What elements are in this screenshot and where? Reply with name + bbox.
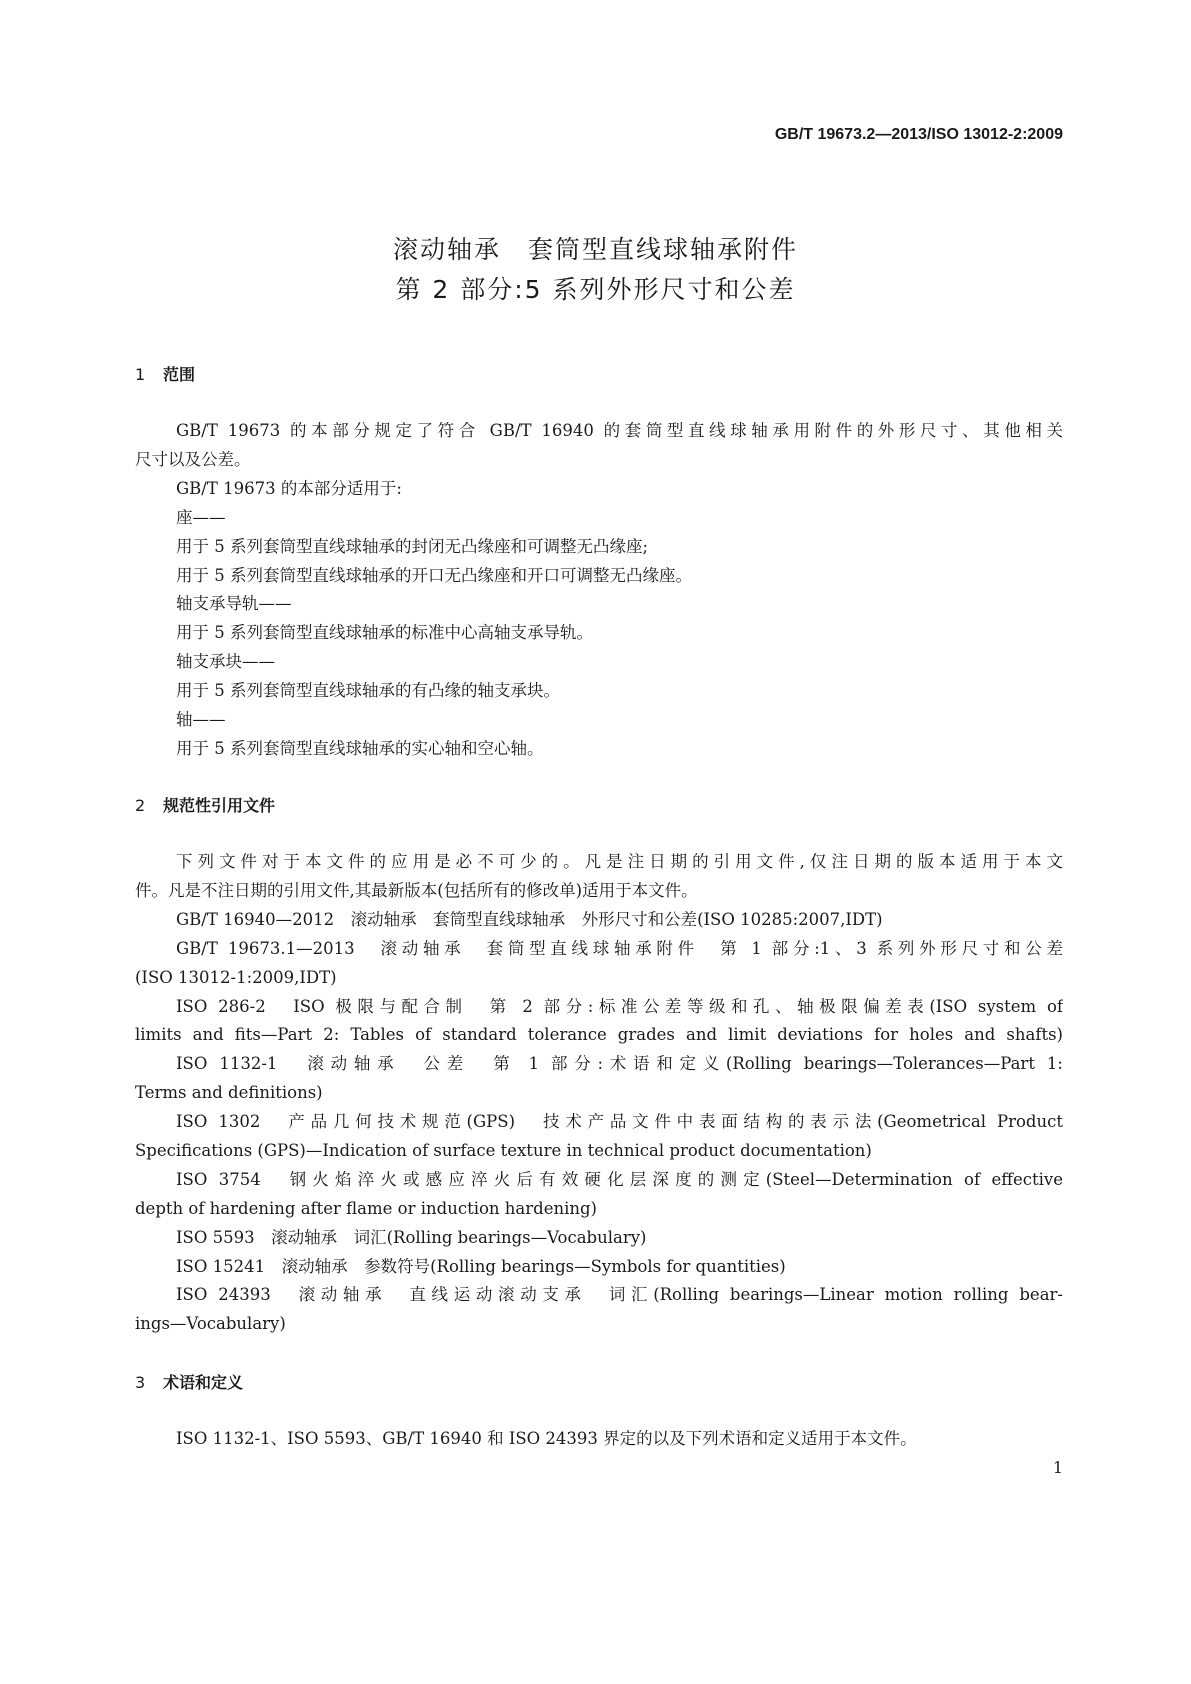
text-line: ISO 5593 滚动轴承 词汇(Rolling bearings—Vocabulary) — [176, 1227, 647, 1247]
text-line: 尺寸以及公差。 — [135, 449, 251, 469]
text-line: GB/T 19673 的本部分规定了符合 GB/T 16940 的套筒型直线球轴承用附件的外形尺寸、其他相关 — [176, 421, 1063, 440]
section-heading-2 — [135, 793, 275, 816]
section-2-body — [135, 848, 1063, 1339]
text-line: 用于 5 系列套筒型直线球轴承的实心轴和空心轴。 — [176, 738, 544, 758]
document-title-line-2: 第 2 部分:5 系列外形尺寸和公差 — [395, 275, 796, 304]
text-line: 轴支承导轨—— — [176, 594, 292, 614]
text-line: ISO 1132-1、ISO 5593、GB/T 16940 和 ISO 24393 界定的以及下列术语和定义适用于本文件。 — [176, 1429, 917, 1448]
text-line: Terms and definitions) — [135, 1083, 323, 1103]
text-line: ings—Vocabulary) — [135, 1314, 286, 1334]
text-line: 下列文件对于本文件的应用是必不可少的。凡是注日期的引用文件,仅注日期的版本适用于本文 — [176, 852, 1063, 871]
section-1-body — [135, 417, 1063, 764]
text-line: 用于 5 系列套筒型直线球轴承的封闭无凸缘座和可调整无凸缘座; — [176, 536, 649, 556]
text-line: GB/T 19673 的本部分适用于: — [176, 478, 402, 498]
section-title: 术语和定义 — [163, 1373, 244, 1392]
document-title-line-1: 滚动轴承 套筒型直线球轴承附件 — [392, 235, 798, 264]
section-number: 1 — [135, 365, 146, 384]
text-line: ISO 24393 滚动轴承 直线运动滚动支承 词汇(Rolling bearings—Linear motion rolling bear- — [176, 1285, 1063, 1305]
text-line: 用于 5 系列套筒型直线球轴承的标准中心高轴支承导轨。 — [176, 623, 593, 643]
text-line: (ISO 13012-1:2009,IDT) — [135, 967, 337, 987]
text-line: 轴支承块—— — [176, 652, 275, 672]
text-line: 用于 5 系列套筒型直线球轴承的开口无凸缘座和开口可调整无凸缘座。 — [176, 565, 692, 585]
standard-number-header: GB/T 19673.2—2013/ISO 13012-2:2009 — [774, 126, 1063, 143]
text-line: GB/T 19673.1—2013 滚动轴承 套筒型直线球轴承附件 第 1 部分:1、3 系列外形尺寸和公差 — [176, 938, 1063, 958]
text-line: 座—— — [176, 507, 226, 527]
text-line: Specifications (GPS)—Indication of surface texture in technical product documentation) — [135, 1140, 872, 1160]
text-line: GB/T 16940—2012 滚动轴承 套筒型直线球轴承 外形尺寸和公差(ISO 10285:2007,IDT) — [176, 909, 883, 929]
text-line: limits and fits—Part 2: Tables of standard tolerance grades and limit deviations for holes and shafts) — [135, 1025, 1063, 1045]
page-number: 1 — [1052, 1458, 1063, 1477]
text-line: ISO 1132-1 滚动轴承 公差 第 1 部分:术语和定义(Rolling bearings—Tolerances—Part 1: — [176, 1054, 1063, 1074]
section-title: 规范性引用文件 — [163, 796, 276, 815]
text-line: ISO 1302 产品几何技术规范(GPS) 技术产品文件中表面结构的表示法(Geometrical Product — [176, 1112, 1063, 1132]
text-line: 件。凡是不注日期的引用文件,其最新版本(包括所有的修改单)适用于本文件。 — [135, 880, 698, 900]
text-line: 轴—— — [176, 710, 226, 730]
section-number: 2 — [135, 796, 146, 815]
section-number: 3 — [135, 1373, 146, 1392]
text-line: 用于 5 系列套筒型直线球轴承的有凸缘的轴支承块。 — [176, 681, 560, 701]
section-3-body — [135, 1425, 1063, 1454]
text-line: ISO 15241 滚动轴承 参数符号(Rolling bearings—Symbols for quantities) — [176, 1256, 786, 1276]
text-line: ISO 3754 钢火焰淬火或感应淬火后有效硬化层深度的测定(Steel—Determination of effective — [176, 1169, 1063, 1189]
section-heading-1 — [135, 362, 195, 385]
text-line: depth of hardening after flame or induction hardening) — [135, 1198, 597, 1218]
text-line: ISO 286-2 ISO 极限与配合制 第 2 部分:标准公差等级和孔、轴极限偏差表(ISO system of — [176, 996, 1063, 1016]
section-title: 范围 — [163, 365, 196, 384]
section-heading-3 — [135, 1370, 243, 1393]
